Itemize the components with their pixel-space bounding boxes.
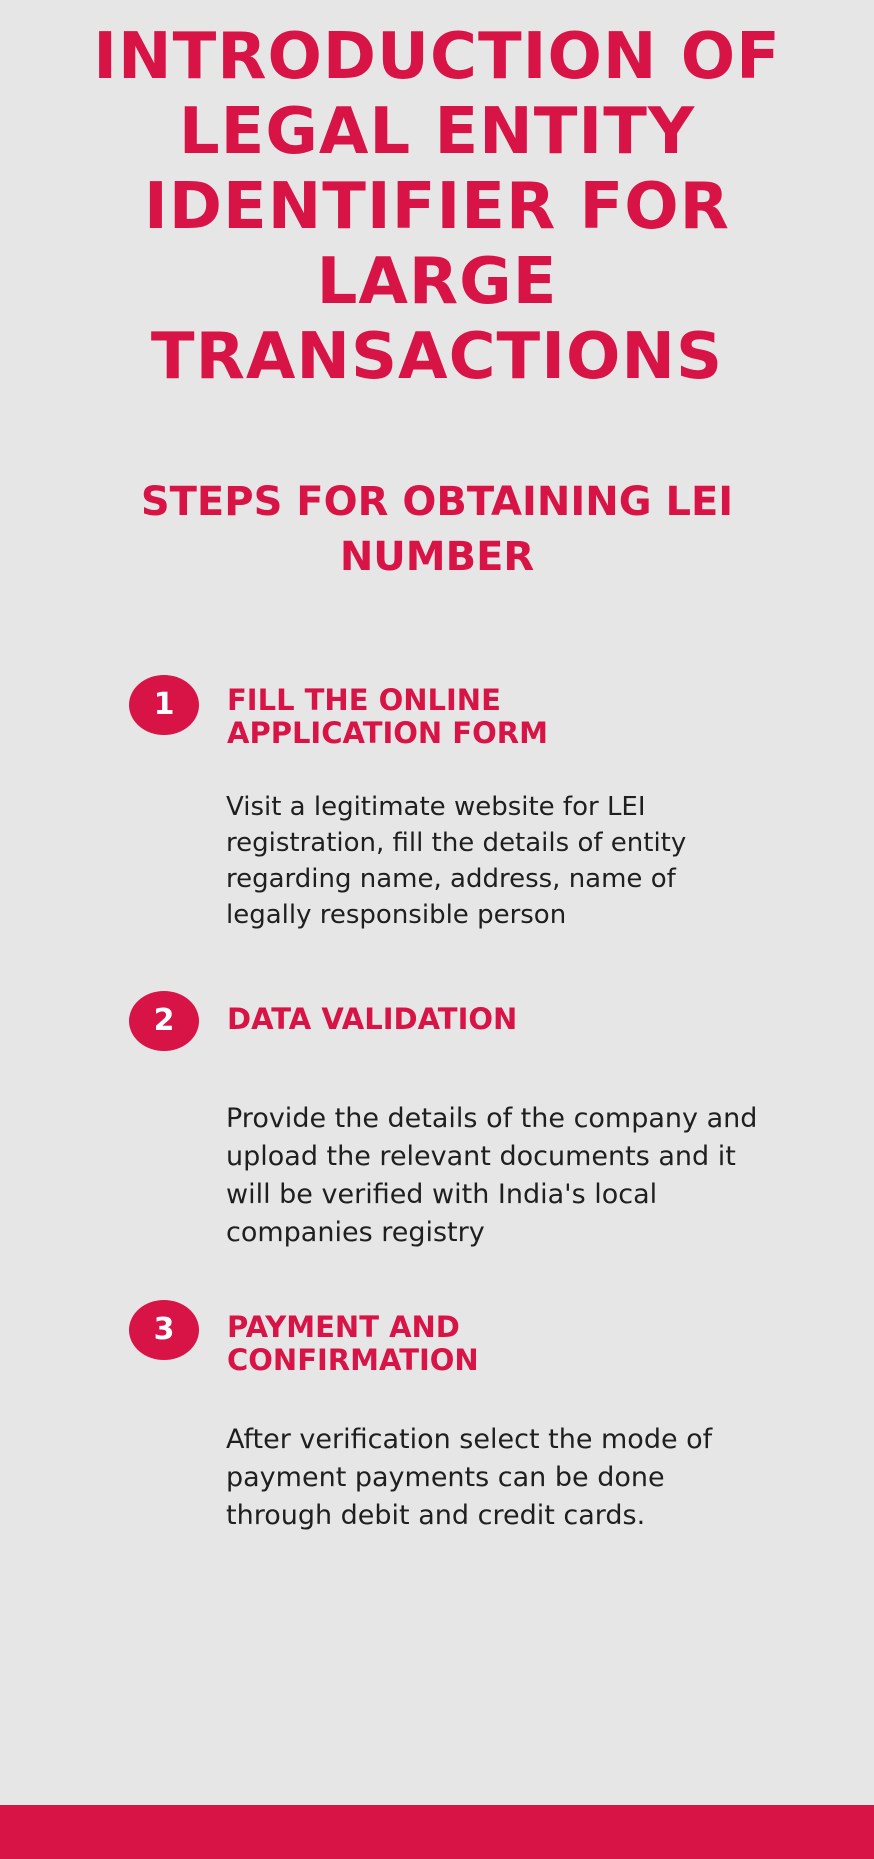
step-2-title: DATA VALIDATION <box>227 1002 518 1036</box>
step-3-title: PAYMENT AND CONFIRMATION <box>227 1310 479 1377</box>
step-3-description: After verification select the mode of payment payments can be done through debit and credit cards. <box>226 1424 713 1531</box>
footer-bar <box>0 1805 874 1859</box>
step-3-number-badge: 3 <box>129 1300 199 1360</box>
step-1-title: FILL THE ONLINE APPLICATION FORM <box>227 683 548 750</box>
step-2-number-badge: 2 <box>129 991 199 1051</box>
section-subtitle: STEPS FOR OBTAINING LEI NUMBER <box>140 479 734 580</box>
step-2-description: Provide the details of the company and upload the relevant documents and it will be verified with India's local companies registry <box>226 1103 758 1248</box>
step-1-number-badge: 1 <box>129 675 199 735</box>
page-title: INTRODUCTION OF LEGAL ENTITY IDENTIFIER FOR LARGE TRANSACTIONS <box>93 20 781 394</box>
step-1-description: Visit a legitimate website for LEI registration, fill the details of entity regarding name, address, name of legally responsible person <box>226 792 687 930</box>
